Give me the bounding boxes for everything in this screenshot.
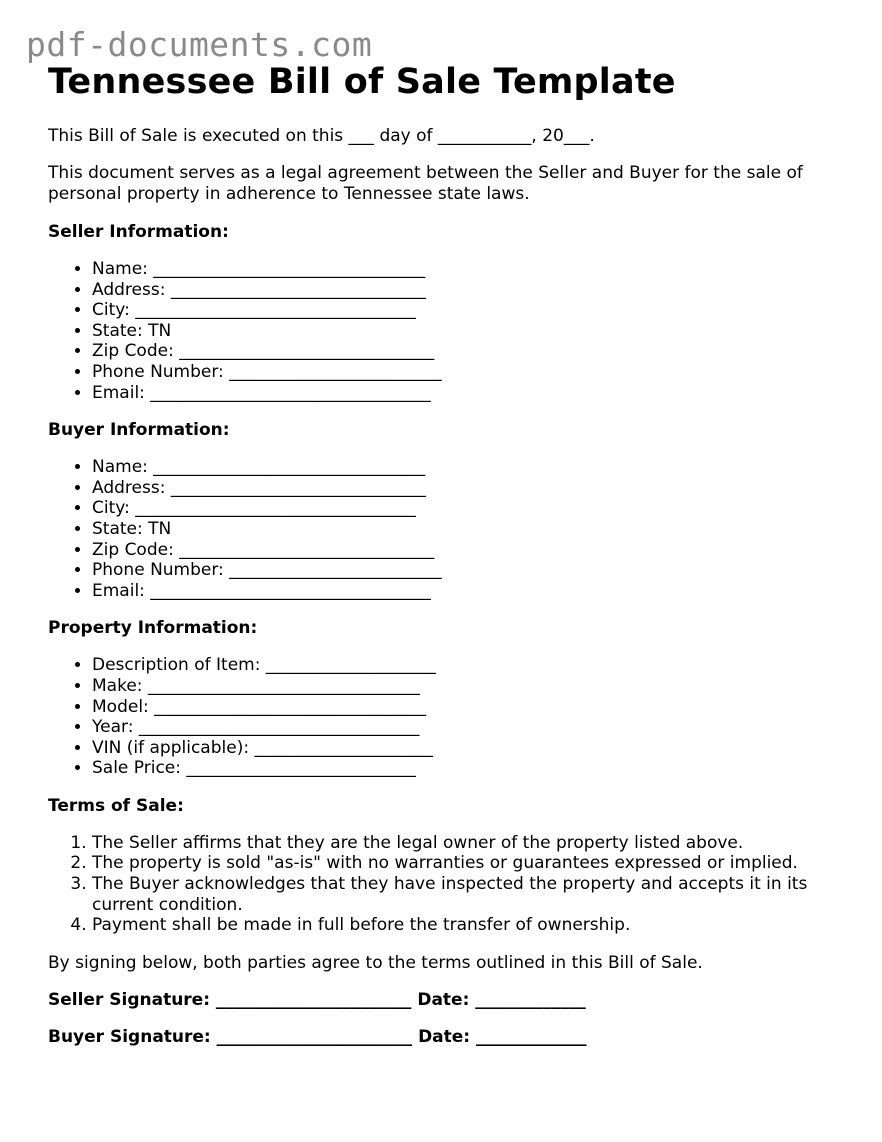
buyer-signature-line: Buyer Signature: _______________________ Date: _____________ xyxy=(48,1026,587,1047)
intro-date-line: This Bill of Sale is executed on this ___ day of ___________, 20___. xyxy=(48,126,595,146)
buyer-phone-field: • Phone Number: _________________________ xyxy=(92,560,838,581)
closing-statement: By signing below, both parties agree to the terms outlined in this Bill of Sale. xyxy=(48,952,703,973)
property-make-field: • Make: ________________________________ xyxy=(92,676,838,697)
property-heading: Property Information: xyxy=(48,618,258,639)
seller-name-field: • Name: ________________________________ xyxy=(92,259,838,280)
buyer-heading: Buyer Information: xyxy=(48,420,230,441)
term-item: 1. The Seller affirms that they are the legal owner of the property listed above. xyxy=(92,833,838,854)
intro-purpose: This document serves as a legal agreement between the Seller and Buyer for the sale of personal property in adherence to Tennessee state laws. xyxy=(48,163,803,204)
buyer-city-field: • City: _________________________________ xyxy=(92,498,838,519)
property-vin-field: • VIN (if applicable): _____________________ xyxy=(92,738,838,759)
buyer-state-field: • State: TN xyxy=(92,519,838,540)
seller-zip-field: • Zip Code: ______________________________ xyxy=(92,341,838,362)
term-item: 4. Payment shall be made in full before the transfer of ownership. xyxy=(92,915,838,936)
term-item: 2. The property is sold "as-is" with no warranties or guarantees expressed or implied. xyxy=(92,853,838,874)
buyer-zip-field: • Zip Code: ______________________________ xyxy=(92,540,838,561)
property-description-field: • Description of Item: ____________________ xyxy=(92,655,838,676)
property-list xyxy=(48,655,838,779)
seller-state-field: • State: TN xyxy=(92,321,838,342)
seller-list xyxy=(48,259,838,403)
seller-signature-line: Seller Signature: _______________________ Date: _____________ xyxy=(48,989,586,1010)
document-page xyxy=(48,60,838,1048)
buyer-email-field: • Email: _________________________________ xyxy=(92,581,838,602)
terms-list xyxy=(48,833,838,936)
watermark: pdf-documents.com xyxy=(26,25,373,64)
buyer-list xyxy=(48,457,838,601)
term-item: 3. The Buyer acknowledges that they have inspected the property and accepts it in its current condition. xyxy=(92,874,838,915)
seller-phone-field: • Phone Number: _________________________ xyxy=(92,362,838,383)
property-year-field: • Year: _________________________________ xyxy=(92,717,838,738)
seller-city-field: • City: _________________________________ xyxy=(92,300,838,321)
terms-heading: Terms of Sale: xyxy=(48,795,184,816)
seller-email-field: • Email: _________________________________ xyxy=(92,383,838,404)
seller-heading: Seller Information: xyxy=(48,222,229,242)
buyer-address-field: • Address: ______________________________ xyxy=(92,478,838,499)
buyer-name-field: • Name: ________________________________ xyxy=(92,457,838,478)
property-model-field: • Model: ________________________________ xyxy=(92,697,838,718)
property-price-field: • Sale Price: ___________________________ xyxy=(92,758,838,779)
seller-address-field: • Address: ______________________________ xyxy=(92,280,838,301)
document-title: Tennessee Bill of Sale Template xyxy=(48,62,676,102)
